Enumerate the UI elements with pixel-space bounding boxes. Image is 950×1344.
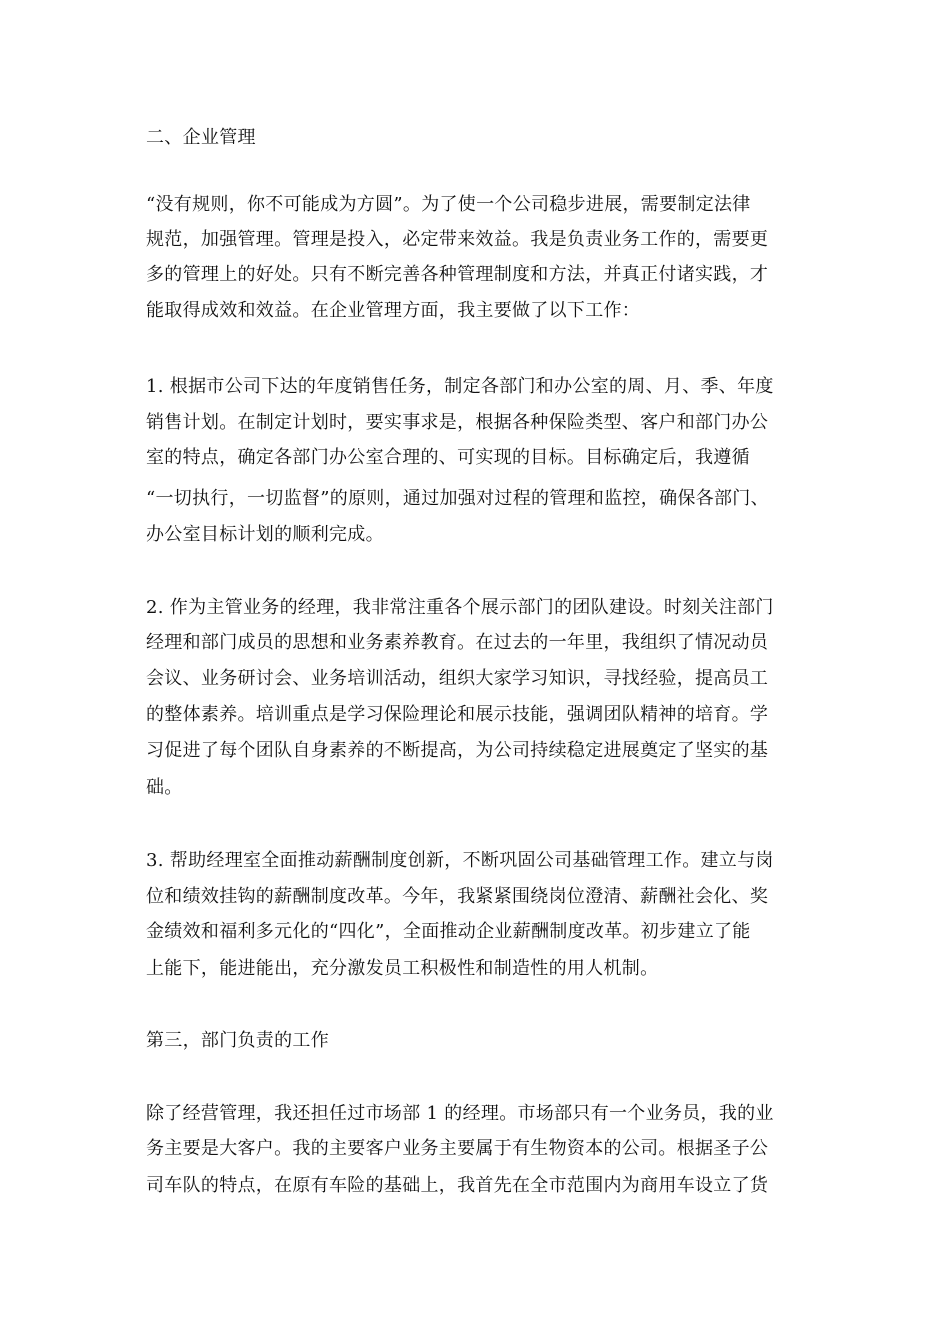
- list-item-1-line: 室的特点，确定各部门办公室合理的、可实现的目标。目标确定后，我遵循: [146, 447, 750, 468]
- list-item-2-line: 习促进了每个团队自身素养的不断提高，为公司持续稳定进展奠定了坚实的基: [146, 740, 769, 761]
- list-item-3-line: 3. 帮助经理室全面推动薪酬制度创新，不断巩固公司基础管理工作。建立与岗: [146, 850, 774, 871]
- section-heading-enterprise-management: 二、企业管理: [146, 127, 256, 148]
- list-item-2-line: 会议、业务研讨会、业务培训活动，组织大家学习知识，寻找经验，提高员工: [146, 668, 769, 689]
- list-item-2-line: 的整体素养。培训重点是学习保险理论和展示技能，强调团队精神的培育。学: [146, 704, 769, 725]
- list-item-1-line: 1. 根据市公司下达的年度销售任务，制定各部门和办公室的周、月、季、年度: [146, 376, 774, 397]
- list-item-1-line: 销售计划。在制定计划时，要实事求是，根据各种保险类型、客户和部门办公: [146, 412, 769, 433]
- list-item-2-line: 经理和部门成员的思想和业务素养教育。在过去的一年里，我组织了情况动员: [146, 632, 769, 653]
- paragraph-line: 除了经营管理，我还担任过市场部 1 的经理。市场部只有一个业务员，我的业: [146, 1103, 774, 1124]
- list-item-2-line: 2. 作为主管业务的经理，我非常注重各个展示部门的团队建设。时刻关注部门: [146, 597, 774, 618]
- paragraph-line: “没有规则，你不可能成为方圆”。为了使一个公司稳步进展，需要制定法律: [146, 194, 751, 215]
- paragraph-line: 规范，加强管理。管理是投入，必定带来效益。我是负责业务工作的，需要更: [146, 229, 769, 250]
- paragraph-line: 务主要是大客户。我的主要客户业务主要属于有生物资本的公司。根据圣子公: [146, 1138, 769, 1159]
- list-item-1-line: “一切执行，一切监督”的原则，通过加强对过程的管理和监控，确保各部门、: [146, 488, 769, 509]
- list-item-1-line: 办公室目标计划的顺利完成。: [146, 524, 384, 545]
- section-heading-department-work: 第三，部门负责的工作: [146, 1030, 329, 1051]
- list-item-3-line: 金绩效和福利多元化的“四化”，全面推动企业薪酬制度改革。初步建立了能: [146, 921, 751, 942]
- paragraph-line: 多的管理上的好处。只有不断完善各种管理制度和方法，并真正付诸实践，才: [146, 264, 769, 285]
- paragraph-line: 能取得成效和效益。在企业管理方面，我主要做了以下工作：: [146, 300, 641, 321]
- paragraph-line: 司车队的特点，在原有车险的基础上，我首先在全市范围内为商用车设立了货: [146, 1175, 769, 1196]
- list-item-3-line: 位和绩效挂钩的薪酬制度改革。今年，我紧紧围绕岗位澄清、薪酬社会化、奖: [146, 886, 769, 907]
- list-item-2-line: 础。: [146, 777, 183, 798]
- list-item-3-line: 上能下，能进能出，充分激发员工积极性和制造性的用人机制。: [146, 958, 659, 979]
